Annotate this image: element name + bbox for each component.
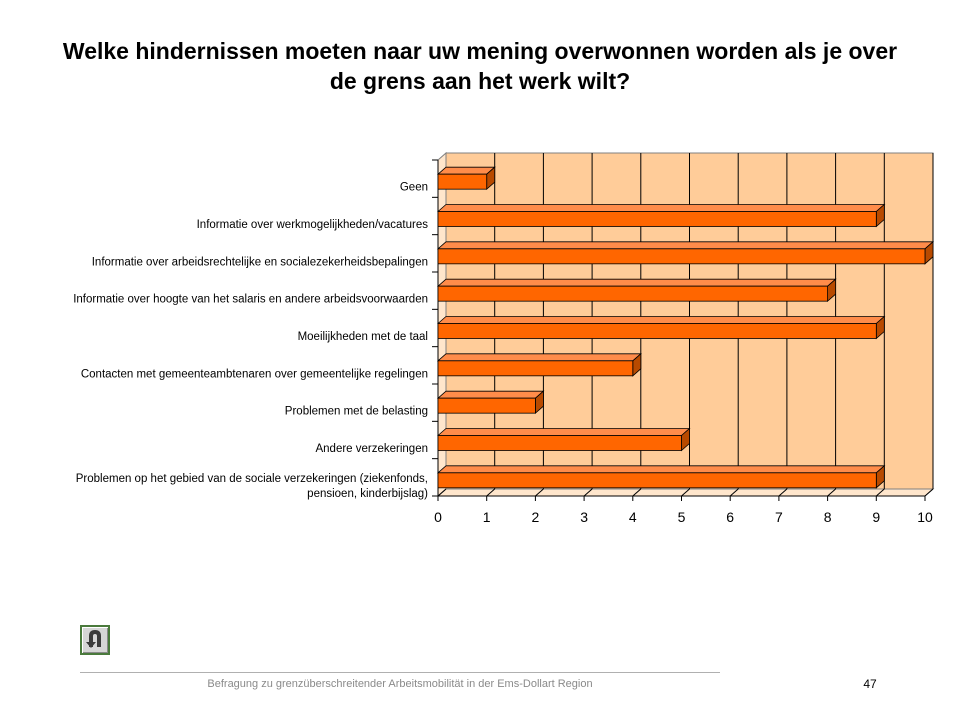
value-tick-label: 0 [434,509,442,525]
return-button[interactable] [80,625,110,655]
value-tick-label: 7 [775,509,783,525]
category-label: Contacten met gemeenteambtenaren over gemeentelijke regelingen [80,368,428,381]
category-label: Moeilijkheden met de taal [297,331,428,343]
chart-title-line-2: de grens aan het werk wilt? [329,68,631,94]
bar [438,286,828,301]
category-label: Informatie over werkmogelijkheden/vacatures [196,219,428,231]
bar-top-face [438,167,495,174]
value-tick-label: 8 [823,509,832,525]
value-tick-label: 2 [531,509,540,525]
bar [438,212,876,227]
bar-top-face [438,242,933,249]
bar-top-face [438,466,884,473]
value-tick-label: 3 [580,509,588,525]
bar [438,473,876,488]
page-number: 47 [863,677,877,691]
category-label: Andere verzekeringen [315,443,428,455]
value-tick-label: 5 [677,509,686,525]
value-tick-label: 4 [628,509,637,525]
u-turn-arrow-icon [82,627,108,653]
category-label: Informatie over hoogte van het salaris en andere arbeidsvoorwaarden [73,293,428,306]
footer-text: Befragung zu grenzüberschreitender Arbeitsmobilität in der Ems-Dollart Region [207,678,593,690]
bar [438,324,876,339]
category-label: Informatie over arbeidsrechtelijke en socialezekerheidsbepalingen [91,256,428,269]
footer-divider [80,672,720,673]
category-label: Problemen met de belasting [284,405,428,418]
bar-top-face [438,205,884,212]
bar [438,398,535,413]
value-tick-label: 9 [872,509,881,525]
bar-top-face [438,354,641,361]
bar [438,174,487,189]
value-tick-label: 6 [726,509,735,525]
value-tick-label: 10 [917,509,933,525]
category-label: Problemen op het gebied van de sociale verzekeringen (ziekenfonds, pensioen, kinderbijslag) [75,472,428,500]
bar-top-face [438,279,836,286]
value-tick-label: 1 [482,509,491,525]
category-label: Geen [399,181,428,194]
bar-top-face [438,391,543,398]
chart-title-line-1: Welke hindernissen moeten naar uw mening overwonnen worden als je over [62,38,898,64]
bar-top-face [438,317,884,324]
bar [438,436,682,451]
bar-top-face [438,429,690,436]
bar [438,361,633,376]
bar [438,249,925,264]
